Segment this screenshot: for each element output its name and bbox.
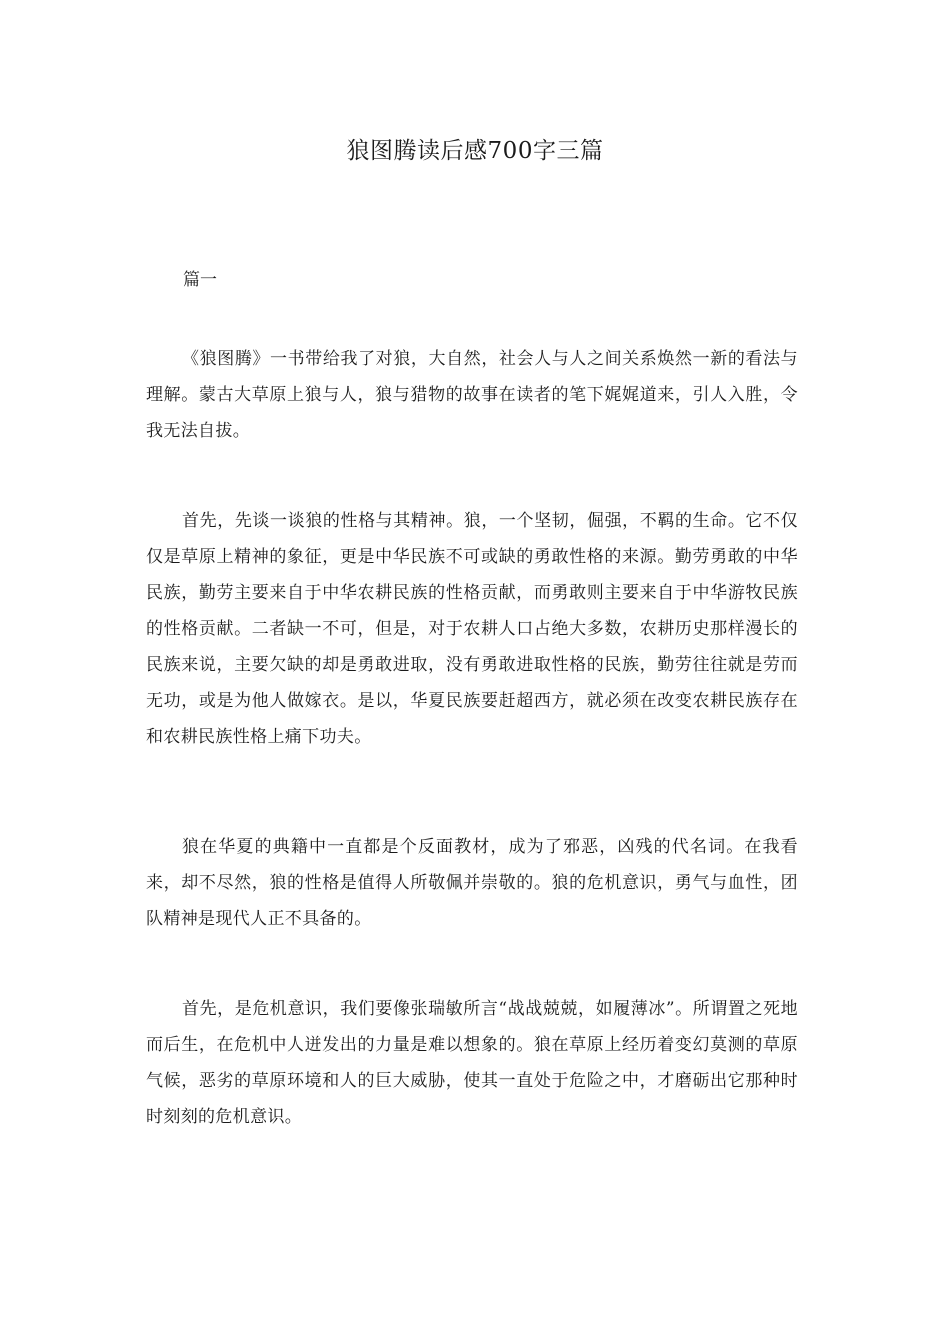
paragraph-2: 首先，先谈一谈狼的性格与其精神。狼，一个坚韧，倔强，不羁的生命。它不仅仅是草原上精神的象征，更是中华民族不可或缺的勇敢性格的来源。勤劳勇敢的中华民族，勤劳主要来自于中华农耕民族的性格贡献，而勇敢则主要来自于中华游牧民族的性格贡献。二者缺一不可，但是，对于农耕人口占绝大多数，农耕历史那样漫长的民族来说，主要欠缺的却是勇敢进取，没有勇敢进取性格的民族，勤劳往往就是劳而无功，或是为他人做嫁衣。是以，华夏民族要赶超西方，就必须在改变农耕民族存在和农耕民族性格上痛下功夫。 xyxy=(146,511,798,747)
paragraph-4: 首先，是危机意识，我们要像张瑞敏所言“战战兢兢，如履薄冰”。所谓置之死地而后生，在危机中人迸发出的力量是难以想象的。狼在草原上经历着变幻莫测的草原气候，恶劣的草原环境和人的巨大威胁，使其一直处于危险之中，才磨砺出它那种时时刻刻的危机意识。 xyxy=(146,999,798,1127)
paragraph-1: 《狼图腾》一书带给我了对狼，大自然，社会人与人之间关系焕然一新的看法与理解。蒙古大草原上狼与人，狼与猎物的故事在读者的笔下娓娓道来，引人入胜，令我无法自拔。 xyxy=(146,349,798,441)
document-title: 狼图腾读后感700字三篇 xyxy=(346,138,604,164)
paragraph-3: 狼在华夏的典籍中一直都是个反面教材，成为了邪恶，凶残的代名词。在我看来，却不尽然，狼的性格是值得人所敬佩并崇敬的。狼的危机意识，勇气与血性，团队精神是现代人正不具备的。 xyxy=(146,837,798,929)
section-heading: 篇一 xyxy=(183,270,217,290)
